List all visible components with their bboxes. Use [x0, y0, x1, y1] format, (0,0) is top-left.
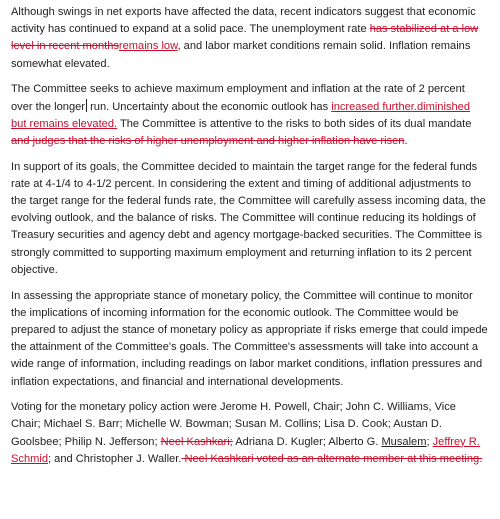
paragraph-voting [11, 399, 488, 468]
text-run: Voting for the monetary policy action were Jerome H. Powell, Chair; John C. Williams, Vice Chair; Michael S. Barr; Michelle W. Bowman; Susan M. Collins; Lisa D. Cook; Austan D. Goolsbee; Philip N. Jefferson; [11, 401, 456, 448]
text-run: , and labor market conditions remain solid. Inflation remains somewhat elevated. [11, 40, 471, 70]
text-run: Although swings in net exports have affected the data, recent indicators suggest that economic activity has continued to expand at a solid pace. The unemployment rate [11, 6, 476, 36]
paragraph-committee-objectives [11, 81, 488, 150]
text-run: ; [426, 435, 433, 448]
paragraph-policy-assessment [11, 288, 488, 391]
deleted-text: Neel Kashkari voted as an alternate member at this meeting. [181, 452, 483, 465]
text-run: run. Uncertainty about the economic outlook has [87, 100, 332, 113]
text-run: In assessing the appropriate stance of monetary policy, the Committee will continue to monitor the implications of incoming information for the economic outlook. The Committee would be prepared to adjust the stance of monetary policy as appropriate if risks emerge that could impede the attainment of the Committee's goals. The Committee's assessments will take into account a wide range of information, including readings on labor market conditions, inflation pressures and inflation expectations, and financial and international developments. [11, 289, 488, 388]
underlined-name: Musalem [381, 435, 427, 448]
inserted-text: .diminished but remains elevated. [11, 100, 470, 130]
text-run: The Committee seeks to achieve maximum employment and inflation at the rate of 2 percent over the longer [11, 83, 465, 113]
text-run: Adriana D. Kugler; Alberto G. [232, 435, 382, 448]
text-run: In support of its goals, the Committee decided to maintain the target range for the federal funds rate at 4-1/4 to 4-1/2 percent. In considering the extent and timing of additional adjustments to the target range for the federal funds rate, the Committee will carefully assess incoming data, the evolving outlook, and the balance of risks. The Committee will continue reducing its holdings of Treasury securities and agency debt and agency mortgage-backed securities. The Committee is strongly committed to supporting maximum employment and returning inflation to its 2 percent objective. [11, 160, 486, 276]
paragraph-policy-decision [11, 159, 488, 279]
deleted-text: has stabilized at a low level in recent months [11, 23, 479, 53]
text-run: The Committee is attentive to the risks to both sides of its dual mandate [117, 117, 472, 130]
deleted-text: Neel Kashkari; [160, 435, 233, 448]
text-run: . [404, 134, 408, 147]
paragraph-economic-activity [11, 4, 488, 73]
text-run: ; and Christopher J. Waller. [48, 452, 182, 465]
inserted-text: remains low [118, 40, 178, 53]
inserted-text: Jeffrey R. Schmid [11, 435, 480, 465]
deleted-text: and judges that the risks of higher unemployment and higher inflation have risen [11, 134, 405, 147]
inserted-text: increased further [331, 100, 414, 113]
